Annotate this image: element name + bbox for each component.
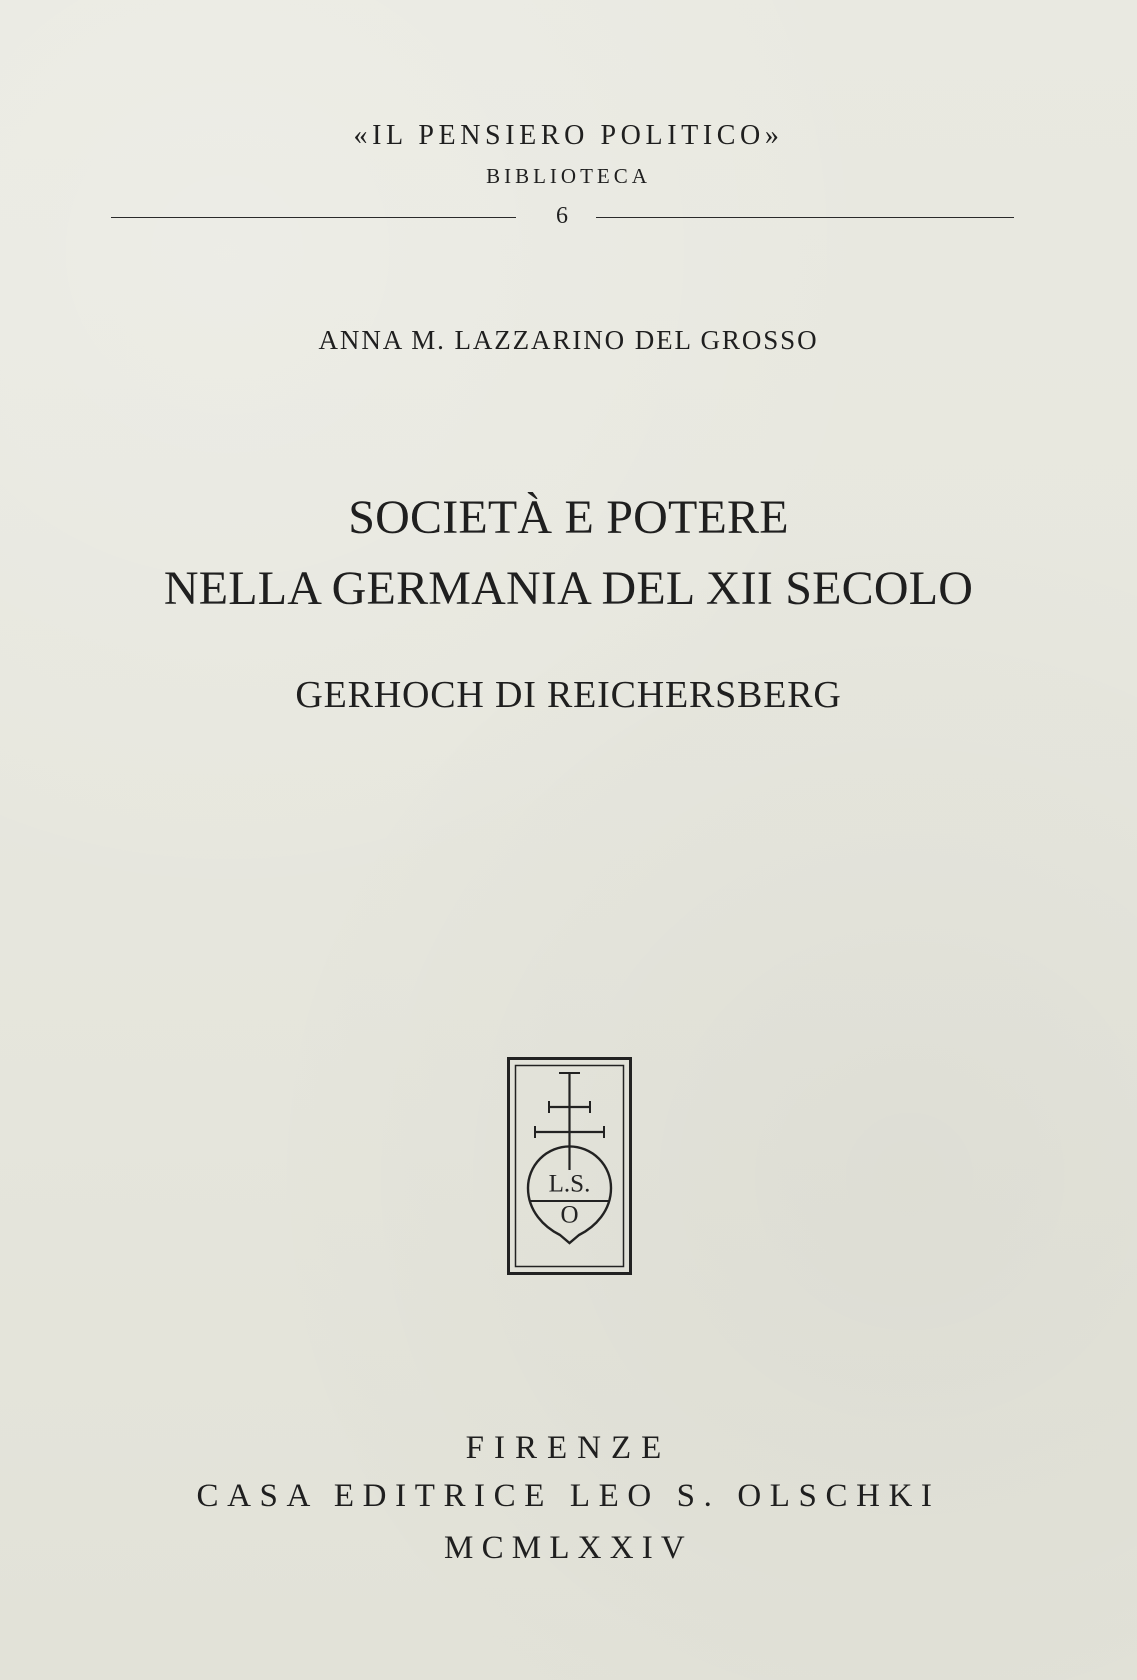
series-rule-right — [596, 217, 1014, 218]
emblem-text: L.S. — [548, 1170, 591, 1198]
series-rule-left — [111, 217, 516, 218]
series-number: 6 — [556, 203, 568, 229]
emblem-lower-text: O — [560, 1201, 579, 1229]
publication-place: FIRENZE — [465, 1430, 672, 1466]
book-title-line-1: SOCIETÀ E POTERE — [348, 491, 789, 544]
book-title-line-2: NELLA GERMANIA DEL XII SECOLO — [163, 562, 974, 615]
book-subtitle: GERHOCH DI REICHERSBERG — [295, 674, 842, 716]
publisher-name: CASA EDITRICE LEO S. OLSCHKI — [196, 1478, 941, 1514]
author-name: ANNA M. LAZZARINO DEL GROSSO — [318, 325, 819, 355]
series-subtitle: BIBLIOTECA — [486, 164, 651, 188]
publication-year: MCMLXXIV — [444, 1530, 693, 1566]
publisher-mark-icon — [507, 1057, 632, 1275]
series-title: «IL PENSIERO POLITICO» — [353, 120, 784, 151]
